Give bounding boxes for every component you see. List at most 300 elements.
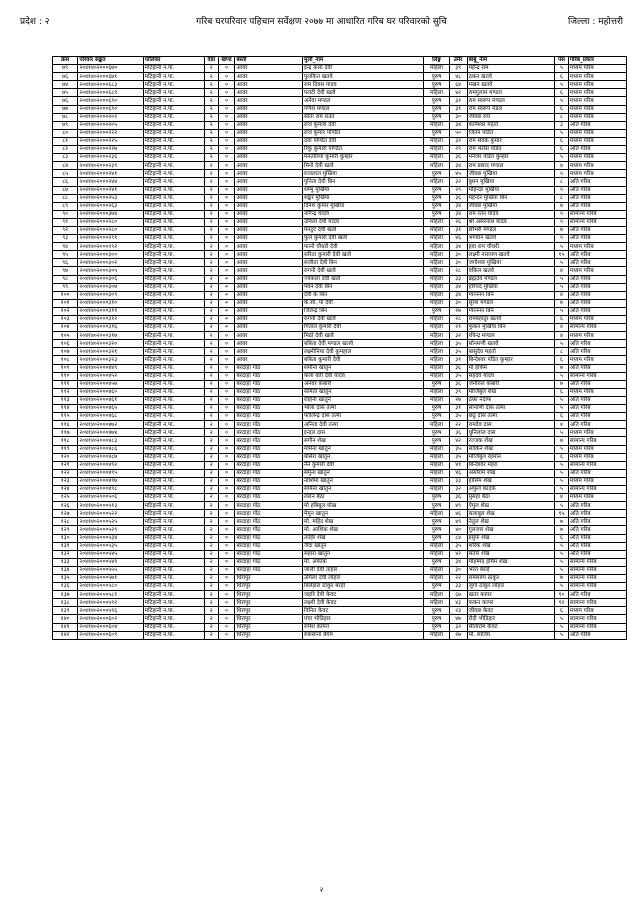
table-row [53, 235, 627, 243]
column-header: परिवार संङ्केत [78, 57, 143, 65]
table-row [53, 202, 627, 210]
table-cell: पुरुष [424, 494, 449, 502]
table-cell: अति गरिब [568, 146, 626, 154]
table-cell: १०३ [53, 316, 78, 324]
table-cell: ० [218, 583, 235, 591]
table-cell: मटिहानी न.पा. [143, 485, 204, 493]
table-cell: २ [204, 259, 218, 267]
table-cell: २०४१४०२०००२२५ [78, 137, 143, 145]
table-cell: ३६ [449, 154, 467, 162]
table-cell: २०४१४०२०००५०६ [78, 494, 143, 502]
table-cell: ठका नदाफ [467, 396, 555, 404]
table-row [53, 194, 627, 202]
table-row [53, 534, 627, 542]
table-row [53, 226, 627, 234]
table-row [53, 429, 627, 437]
table-cell: ४६ [449, 510, 467, 518]
table-cell: राजलाल मुखिया [303, 170, 424, 178]
table-cell: कला वती देवी यादव [303, 372, 424, 380]
table-cell: २०४१४०२०००४६८ [78, 413, 143, 421]
table-cell: २०४१४०२०००५५५ [78, 566, 143, 574]
table-cell: सामान्य गरिब [568, 615, 626, 623]
table-cell: १०७ [53, 348, 78, 356]
table-cell: १२४ [53, 485, 78, 493]
table-cell: २०४१४०२०००५३५ [78, 542, 143, 550]
table-cell: २ [204, 121, 218, 129]
table-cell: मटिहानी न.पा. [143, 502, 204, 510]
table-cell: के.सी. पा देवी [303, 299, 424, 307]
table-cell: ४ [555, 494, 569, 502]
table-cell: १०८ [53, 356, 78, 364]
table-cell: २ [204, 550, 218, 558]
table-cell: आवर [235, 275, 303, 283]
table-cell: पुरुष [424, 534, 449, 542]
table-cell: मध्यम गरिब [568, 113, 626, 121]
table-cell: २०४१४०२०००२०२ [78, 113, 143, 121]
table-cell: २०४१४०२०००३०६ [78, 275, 143, 283]
table-cell: समिता खातुन [303, 388, 424, 396]
table-cell: २०४१४०२०००२२७ [78, 146, 143, 154]
table-row [53, 105, 627, 113]
table-cell: ३४ [449, 243, 467, 251]
table-cell: १२ [555, 599, 569, 607]
table-cell: आवर [235, 283, 303, 291]
table-cell: सोनाणी दास तत्मा [467, 405, 555, 413]
table-cell: ४९ [449, 518, 467, 526]
table-cell: २ [204, 332, 218, 340]
table-cell: २२ [449, 575, 467, 583]
table-cell: जगोश्वर मुखिया [467, 259, 555, 267]
table-cell: २ [204, 129, 218, 137]
table-cell: भोला दास तत्मा [303, 405, 424, 413]
table-row [53, 316, 627, 324]
table-cell: अनवर कबारी [303, 380, 424, 388]
table-cell: इन्दल दास [303, 429, 424, 437]
table-cell: २०४१४०२०००६९० [78, 97, 143, 105]
table-cell: पुरुष [424, 202, 449, 210]
table-cell: ६ [555, 413, 569, 421]
table-row [53, 324, 627, 332]
table-cell: मटिहानी न.पा. [143, 105, 204, 113]
table-cell: मटिहानी न.पा. [143, 469, 204, 477]
table-cell: महिला [424, 299, 449, 307]
table-cell: ३९ [449, 65, 467, 73]
table-cell: ५ [555, 542, 569, 550]
table-cell: २ [204, 186, 218, 194]
table-cell: अति गरिब [568, 413, 626, 421]
table-cell: ३३ [449, 275, 467, 283]
table-cell: ५ [555, 235, 569, 243]
table-cell: सतार शेख [467, 550, 555, 558]
table-cell: २०४१४०२०००५२९ [78, 526, 143, 534]
table-cell: ७८ [53, 113, 78, 121]
table-cell: जितन पंडित [467, 129, 555, 137]
table-cell: बरदाहा गाँठ [235, 526, 303, 534]
table-cell: २०४१४०२०००४५२ [78, 372, 143, 380]
table-body [53, 65, 627, 640]
table-cell: अति गरिब [568, 307, 626, 315]
table-cell: रामगुलाम मण्डल [467, 89, 555, 97]
table-cell: सामान्य गरिब [568, 566, 626, 574]
table-cell: ५ [555, 186, 569, 194]
table-cell: ९८ [53, 275, 78, 283]
table-cell: ३४ [449, 162, 467, 170]
table-cell: ० [218, 283, 235, 291]
table-cell: कामेश्वर महतो [467, 121, 555, 129]
table-cell: मटिहानी न.पा. [143, 542, 204, 550]
table-cell: ५ [555, 65, 569, 73]
table-cell: ग्याननन बिन [467, 291, 555, 299]
table-cell: २ [204, 275, 218, 283]
table-cell: आवर [235, 178, 303, 186]
table-cell: २०४१४०२०००२९१ [78, 235, 143, 243]
table-cell: पुरुष [424, 186, 449, 194]
table-cell: मटिहानी न.पा. [143, 599, 204, 607]
table-cell: ० [218, 218, 235, 226]
table-cell: २०४१४०२०००३१२ [78, 316, 143, 324]
table-cell: ५ [555, 170, 569, 178]
table-cell: सरिता कुमारी देवी खत्वे [303, 251, 424, 259]
table-cell: ३४ [449, 291, 467, 299]
table-cell: २ [204, 445, 218, 453]
table-row [53, 129, 627, 137]
table-cell: पुरुष [424, 502, 449, 510]
table-cell: २ [204, 243, 218, 251]
table-cell: खतर कापर [467, 591, 555, 599]
table-cell: १२७ [53, 510, 78, 518]
table-cell: सलाबुल शेख [467, 510, 555, 518]
table-cell: मटिहानी न.पा. [143, 575, 204, 583]
table-cell: मटिहानी न.पा. [143, 210, 204, 218]
table-cell: १०५ [53, 332, 78, 340]
table-cell: ३६ [449, 494, 467, 502]
table-cell: ६ [555, 146, 569, 154]
table-cell: आवर [235, 194, 303, 202]
table-cell: उर्मिला देवी लोहार [303, 575, 424, 583]
table-cell: पुरुष [424, 607, 449, 615]
table-cell: पुरुष [424, 307, 449, 315]
table-cell: वकिल खतवे [467, 267, 555, 275]
table-cell: अति गरिब [568, 405, 626, 413]
table-cell: आवर [235, 226, 303, 234]
table-cell: महिला [424, 218, 449, 226]
table-cell: अति गरिब [568, 526, 626, 534]
table-row [53, 364, 627, 372]
table-cell: ४२ [449, 89, 467, 97]
table-cell: महिला [424, 599, 449, 607]
table-cell: महिला [424, 396, 449, 404]
table-row [53, 437, 627, 445]
table-cell: मध्यम गरिब [568, 73, 626, 81]
table-cell: इसुफ शेख [467, 534, 555, 542]
table-cell: सीता राम राउत [303, 113, 424, 121]
table-cell: २०४१४०२०००३०० [78, 251, 143, 259]
table-cell: २ [204, 65, 218, 73]
table-cell: पुरुष [424, 81, 449, 89]
province-label: प्रदेश : २ [20, 17, 50, 27]
table-cell: ७ [555, 380, 569, 388]
table-cell: १०२ [53, 307, 78, 315]
table-cell: ५ [555, 615, 569, 623]
table-row [53, 299, 627, 307]
table-cell: २ [204, 137, 218, 145]
table-cell: २०४१४०२०००५४९ [78, 558, 143, 566]
table-cell: २ [204, 340, 218, 348]
table-cell: १२८ [53, 518, 78, 526]
table-cell: सुरेश मण्डल [467, 299, 555, 307]
table-cell: २ [204, 194, 218, 202]
table-cell: ८ [555, 194, 569, 202]
table-cell: २८ [449, 267, 467, 275]
table-cell: ० [218, 510, 235, 518]
table-cell: लक्ष्मी देवी केवट [303, 599, 424, 607]
table-cell: आवर [235, 218, 303, 226]
table-cell: ३५ [449, 542, 467, 550]
table-cell: पुरुष [424, 113, 449, 121]
table-cell: ७६ [53, 73, 78, 81]
table-cell: १२२ [53, 469, 78, 477]
table-cell: गणेश मण्डल [303, 105, 424, 113]
table-cell: सामान्य गरिब [568, 461, 626, 469]
table-cell: ४५ [449, 170, 467, 178]
table-row [53, 332, 627, 340]
table-cell: महिला [424, 542, 449, 550]
table-cell: मटिहानी न.पा. [143, 566, 204, 574]
table-cell: फुकन मुखिया बिन [467, 324, 555, 332]
table-cell: मो. सातिम [467, 631, 555, 639]
table-row [53, 453, 627, 461]
table-cell: २०४१४०२०००४४९ [78, 364, 143, 372]
table-cell: २०४१४०२०००४८७ [78, 453, 143, 461]
table-cell: ० [218, 413, 235, 421]
table-cell: २०४१४०२०००५८१ [78, 591, 143, 599]
table-cell: बरदाहा गाँठ [235, 558, 303, 566]
table-cell: आवर [235, 356, 303, 364]
table-cell: ० [218, 340, 235, 348]
table-cell: आवर [235, 267, 303, 275]
table-row [53, 178, 627, 186]
table-cell: मटिहानी न.पा. [143, 243, 204, 251]
table-cell: १२३ [53, 477, 78, 485]
table-cell: मखन खतवे [467, 81, 555, 89]
table-cell: १०४ [53, 324, 78, 332]
table-cell: ९९ [53, 283, 78, 291]
table-row [53, 526, 627, 534]
table-cell: मटिहानी न.पा. [143, 518, 204, 526]
table-cell: अति गरिब [568, 396, 626, 404]
table-cell: भगवान खतवे [467, 235, 555, 243]
table-cell: मटिहानी न.पा. [143, 461, 204, 469]
table-cell: ३५ [449, 348, 467, 356]
table-cell: २ [204, 89, 218, 97]
table-cell: धिरापुर [235, 623, 303, 631]
table-cell: २०४१४०२०००४९८ [78, 485, 143, 493]
table-cell: ० [218, 477, 235, 485]
table-cell: फकन कापर [467, 599, 555, 607]
table-cell: १० [555, 591, 569, 599]
column-header: गरिब_प्रकार [568, 57, 626, 65]
table-row [53, 218, 627, 226]
table-cell: ० [218, 356, 235, 364]
table-cell: ३५ [449, 340, 467, 348]
table-cell: २ [204, 469, 218, 477]
table-cell: ० [218, 445, 235, 453]
table-cell: अति गरिब [568, 202, 626, 210]
table-cell: ४७ [449, 615, 467, 623]
table-cell: ८१ [53, 137, 78, 145]
table-cell: २०४१४०२०००५८० [78, 583, 143, 591]
table-cell: मटिहानी न.पा. [143, 340, 204, 348]
table-cell: ४६ [449, 235, 467, 243]
table-row [53, 97, 627, 105]
table-cell: २०४१४०२०००४७२ [78, 421, 143, 429]
table-cell: ० [218, 275, 235, 283]
table-cell: ७ [555, 202, 569, 210]
table-cell: मटिहानी न.पा. [143, 372, 204, 380]
table-cell: मटिहानी न.पा. [143, 615, 204, 623]
table-cell: ५ [555, 307, 569, 315]
table-cell: ० [218, 113, 235, 121]
table-cell: मटिहानी न.पा. [143, 405, 204, 413]
table-cell: १५ [555, 251, 569, 259]
table-cell: मो. आशिक शेख [303, 526, 424, 534]
table-cell: सामान्य गरिब [568, 324, 626, 332]
table-cell: ५ [555, 485, 569, 493]
table-cell: ० [218, 299, 235, 307]
table-row [53, 283, 627, 291]
table-cell: मटिहानी न.पा. [143, 137, 204, 145]
table-row [53, 340, 627, 348]
table-cell: बरदाहा गाँठ [235, 380, 303, 388]
table-cell: आवर [235, 348, 303, 356]
table-cell: मध्यम गरिब [568, 65, 626, 73]
table-cell: २७ [449, 631, 467, 639]
table-cell: ३२ [449, 178, 467, 186]
table-cell: ५ [555, 259, 569, 267]
table-cell: शङ्कर मुखिया [303, 194, 424, 202]
table-cell: मिठो देवी खत्वे [303, 332, 424, 340]
table-cell: मटिहानी न.पा. [143, 226, 204, 234]
table-cell: ५ [555, 445, 569, 453]
table-cell: सीताराम केवट [467, 623, 555, 631]
table-cell: लक्ष्मी नारायण खतवे [467, 251, 555, 259]
table-cell: ४ [555, 324, 569, 332]
table-cell: मटिहानी न.पा. [143, 477, 204, 485]
table-cell: ० [218, 324, 235, 332]
document-title: गरिब घरपरिवार पहिचान सर्वेक्षण २०७७ मा आधारित गरिब घर परिवारको सुचि [196, 17, 447, 27]
table-cell: मटिहानी न.पा. [143, 445, 204, 453]
table-cell: पुरुष [424, 518, 449, 526]
table-cell: आवर [235, 316, 303, 324]
table-cell: मो हकिम [467, 364, 555, 372]
table-cell: ० [218, 534, 235, 542]
table-cell: २ [204, 558, 218, 566]
table-cell: ४ [555, 291, 569, 299]
table-cell: हासिम शेख [467, 477, 555, 485]
table-cell: ५ [555, 243, 569, 251]
table-cell: मनटुट देवी खत्वे [303, 226, 424, 234]
table-cell: मध्यम गरिब [568, 332, 626, 340]
table-cell: ११२ [53, 388, 78, 396]
table-cell: २०४१४०२०००५१३ [78, 502, 143, 510]
table-cell: मटिहानी न.पा. [143, 81, 204, 89]
table-cell: ६ [555, 316, 569, 324]
table-cell: महिला [424, 137, 449, 145]
table-cell: २९ [449, 146, 467, 154]
table-cell: आवर [235, 210, 303, 218]
table-cell: अफुल कादक [467, 485, 555, 493]
table-cell: २ [204, 356, 218, 364]
table-cell: मटिहानी न.पा. [143, 413, 204, 421]
table-cell: ० [218, 146, 235, 154]
table-cell: ३५ [449, 372, 467, 380]
table-row [53, 550, 627, 558]
table-row [53, 510, 627, 518]
table-cell: २ [204, 461, 218, 469]
table-cell: बरदाहा गाँठ [235, 502, 303, 510]
column-header: पालिका [143, 57, 204, 65]
table-cell: २०४१४०२०००४७४ [78, 429, 143, 437]
table-cell: मटिहानी न.पा. [143, 526, 204, 534]
table-cell: मटिहानी न.पा. [143, 235, 204, 243]
table-row [53, 307, 627, 315]
table-cell: रोहिनी खातुन [303, 396, 424, 404]
table-cell: २०४१४०२०००२६३ [78, 202, 143, 210]
table-cell: ३० [449, 566, 467, 574]
table-cell: फानो चौधरी देवी [303, 243, 424, 251]
table-cell: ० [218, 623, 235, 631]
table-cell: ५ [555, 405, 569, 413]
table-cell: ७ [555, 518, 569, 526]
table-cell: ८ [555, 113, 569, 121]
table-cell: महिला [424, 591, 449, 599]
table-cell: ५ [555, 275, 569, 283]
table-cell: अति गरिब [568, 364, 626, 372]
table-row [53, 380, 627, 388]
table-row [53, 89, 627, 97]
table-cell: पुरुष [424, 413, 449, 421]
table-cell: ० [218, 348, 235, 356]
table-cell: बरदाहा गाँठ [235, 388, 303, 396]
table-cell: १३५ [53, 575, 78, 583]
table-cell: ३५ [449, 453, 467, 461]
table-cell: अति गरिब [568, 340, 626, 348]
table-cell: ग्याननन बिन [467, 307, 555, 315]
table-cell: मटिहानी न.पा. [143, 162, 204, 170]
table-cell: १३१ [53, 542, 78, 550]
table-cell: महेन्दर मुखिया बिन [467, 194, 555, 202]
table-cell: २०४१४०२०००६०२ [78, 615, 143, 623]
table-cell: मटिहानी न.पा. [143, 73, 204, 81]
table-cell: पुरुष [424, 105, 449, 113]
table-cell: पुनिता देवी बिन [303, 178, 424, 186]
table-cell: महिला [424, 226, 449, 234]
table-cell: आवर [235, 251, 303, 259]
table-cell: १३९ [53, 607, 78, 615]
table-cell: ७५ [53, 89, 78, 97]
table-cell: मध्यम गरिब [568, 154, 626, 162]
table-cell: १३० [53, 534, 78, 542]
table-cell: १५ [555, 510, 569, 518]
table-cell: ५ [555, 461, 569, 469]
table-cell: रुकसाना बेगम [303, 631, 424, 639]
table-cell: आवर [235, 137, 303, 145]
table-cell: अति गरिब [568, 283, 626, 291]
table-cell: मध्यम गरिब [568, 453, 626, 461]
table-cell: संजीता देवी बिन [303, 259, 424, 267]
table-cell: ३३ [449, 477, 467, 485]
table-cell: ३९ [449, 388, 467, 396]
